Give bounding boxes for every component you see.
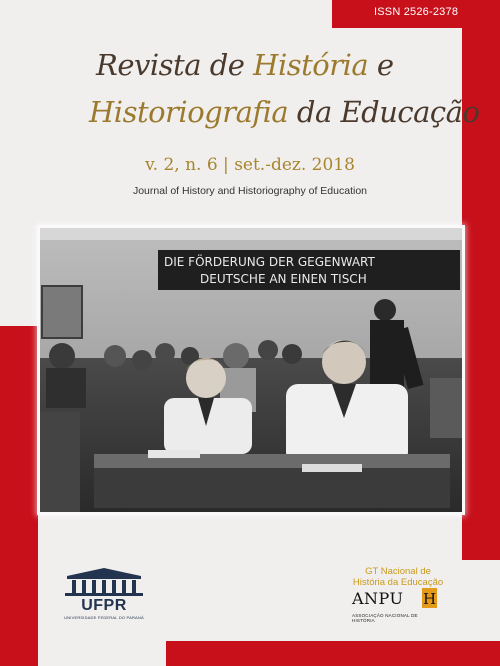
volume-issue: v. 2, n. 6 | set.-dez. 2018 [145,155,355,175]
ufpr-building-icon [63,567,145,597]
issn-label: ISSN 2526-2378 [374,6,459,18]
title-part: Revista de [96,48,254,82]
red-band-right [462,0,500,560]
journal-title-line2 [89,95,479,129]
gt-label [338,566,458,588]
cover-photo [40,228,462,512]
anpuh-h-letter: H [423,590,437,608]
classroom-photo-illustration [40,228,462,512]
journal-subtitle: Journal of History and Historiography of Education [132,185,368,197]
journal-title-line1 [96,48,394,82]
gt-line1: GT Nacional de [365,566,431,577]
ufpr-wordmark: UFPR [81,597,127,614]
title-part: da Educação [288,95,480,129]
ufpr-subtitle: UNIVERSIDADE FEDERAL DO PARANÁ [64,615,144,620]
banner-line2: DEUTSCHE AN EINEN TISCH [200,272,367,286]
banner-line1: DIE FÖRDERUNG DER GEGENWART [164,255,375,269]
anpuh-subtitle: ASSOCIAÇÃO NACIONAL DE HISTÓRIA [352,613,418,623]
title-accent: Historiografia [89,95,289,129]
gt-line2: História da Educação [352,577,444,588]
red-band-left [0,326,38,666]
red-band-bottom [166,641,500,666]
title-accent: História [253,48,369,82]
title-part: e [368,48,394,82]
anpuh-wordmark: ANPU [352,589,404,608]
